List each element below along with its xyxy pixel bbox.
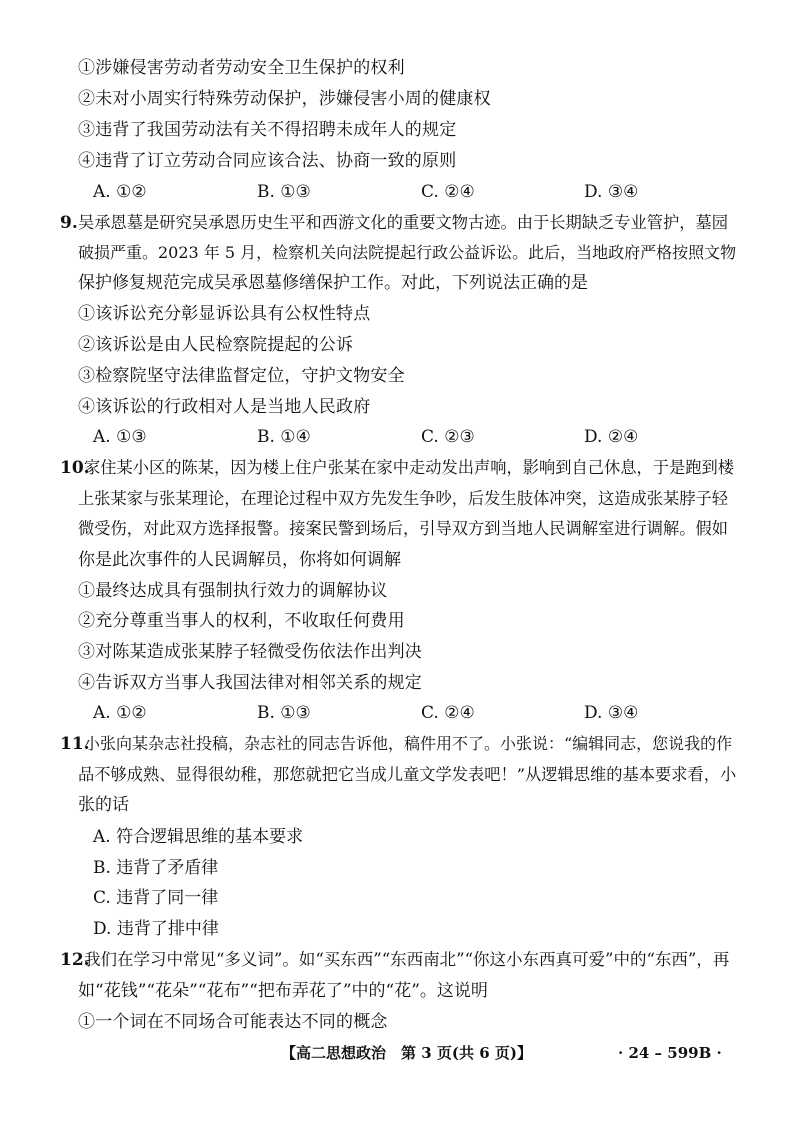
q8-item-3: ③违背了我国劳动法有关不得招聘未成年人的规定 <box>78 120 457 140</box>
q10-choice-c: C. ②④ <box>421 703 475 723</box>
q9-item-2: ②该诉讼是由人民检察院提起的公诉 <box>78 335 354 355</box>
q11-stem-line-2: 品不够成熟、显得很幼稚，那您就把它当成儿童文学发表吧！”从逻辑思维的基本要求看，小 <box>78 765 737 784</box>
q11-choice-d: D. 违背了排中律 <box>93 919 219 939</box>
q12-stem-line-2: 如“花钱”“花朵”“花布”“把布弄花了”中的“花”。这说明 <box>78 981 488 1001</box>
q12-number: 12. <box>60 950 90 970</box>
q11-stem-line-1: 小张向某杂志社投稿，杂志社的同志告诉他，稿件用不了。小张说：“编辑同志，您说我的作 <box>84 734 733 753</box>
q8-item-4: ④违背了订立劳动合同应该合法、协商一致的原则 <box>78 151 457 171</box>
q10-item-3: ③对陈某造成张某脖子轻微受伤依法作出判决 <box>78 642 422 662</box>
q9-choice-c: C. ②③ <box>421 427 475 447</box>
q9-item-1: ①该诉讼充分彰显诉讼具有公权性特点 <box>78 304 371 324</box>
q8-item-2: ②未对小周实行特殊劳动保护，涉嫌侵害小周的健康权 <box>78 89 491 109</box>
q10-stem-line-2: 上张某家与张某理论，在理论过程中双方先发生争吵，后发生肢体冲突，这造成张某脖子轻 <box>78 489 728 508</box>
q10-choice-d: D. ③④ <box>584 703 639 723</box>
q10-stem-line-4: 你是此次事件的人民调解员，你将如何调解 <box>78 550 401 570</box>
q8-choice-d: D. ③④ <box>584 182 639 202</box>
q11-choice-c: C. 违背了同一律 <box>93 888 219 908</box>
q8-choice-a: A. ①② <box>93 182 147 202</box>
q9-stem-line-2: 破损严重。2023 年 5 月，检察机关向法院提起行政公益诉讼。此后，当地政府严格按照文物 <box>78 243 737 262</box>
q9-stem-line-1: 吴承恩墓是研究吴承恩历史生平和西游文化的重要文物古迹。由于长期缺乏专业管护，墓园 <box>78 213 728 232</box>
q9-choice-d: D. ②④ <box>584 427 639 447</box>
q10-item-1: ①最终达成具有强制执行效力的调解协议 <box>78 581 388 601</box>
q11-choice-a: A. 符合逻辑思维的基本要求 <box>93 827 304 847</box>
q9-stem-line-3: 保护修复规范完成吴承恩墓修缮保护工作。对此，下列说法正确的是 <box>78 273 588 293</box>
q8-item-1: ①涉嫌侵害劳动者劳动安全卫生保护的权利 <box>78 58 405 78</box>
q12-stem-line-1: 我们在学习中常见“多义词”。如“买东西”“东西南北”“你这小东西真可爱”中的“东西”，再 <box>84 950 730 969</box>
q11-choice-b: B. 违背了矛盾律 <box>93 858 219 878</box>
q8-choice-c: C. ②④ <box>421 182 475 202</box>
q9-choice-a: A. ①③ <box>93 427 147 447</box>
q9-item-3: ③检察院坚守法律监督定位，守护文物安全 <box>78 366 405 386</box>
page-footer-code: · 24 – 599B · <box>618 1044 722 1062</box>
q8-choice-b: B. ①③ <box>257 182 311 202</box>
page-footer-info: 【高二思想政治 第 3 页(共 6 页)】 <box>281 1044 532 1062</box>
q10-stem-line-3: 微受伤，对此双方选择报警。接案民警到场后，引导双方到当地人民调解室进行调解。假如 <box>78 519 728 538</box>
q9-choice-b: B. ①④ <box>257 427 311 447</box>
q9-number: 9. <box>60 213 78 233</box>
q10-stem-line-1: 家住某小区的陈某，因为楼上住户张某在家中走动发出声响，影响到自己休息，于是跑到楼 <box>84 458 734 477</box>
q12-item-1: ①一个词在不同场合可能表达不同的概念 <box>78 1012 388 1032</box>
q10-choice-b: B. ①③ <box>257 703 311 723</box>
q10-number: 10. <box>60 458 90 478</box>
q11-stem-line-3: 张的话 <box>78 795 129 815</box>
q10-item-4: ④告诉双方当事人我国法律对相邻关系的规定 <box>78 673 422 693</box>
q11-number: 11. <box>60 734 90 754</box>
q10-item-2: ②充分尊重当事人的权利，不收取任何费用 <box>78 611 405 631</box>
q9-item-4: ④该诉讼的行政相对人是当地人民政府 <box>78 397 371 417</box>
q10-choice-a: A. ①② <box>93 703 147 723</box>
